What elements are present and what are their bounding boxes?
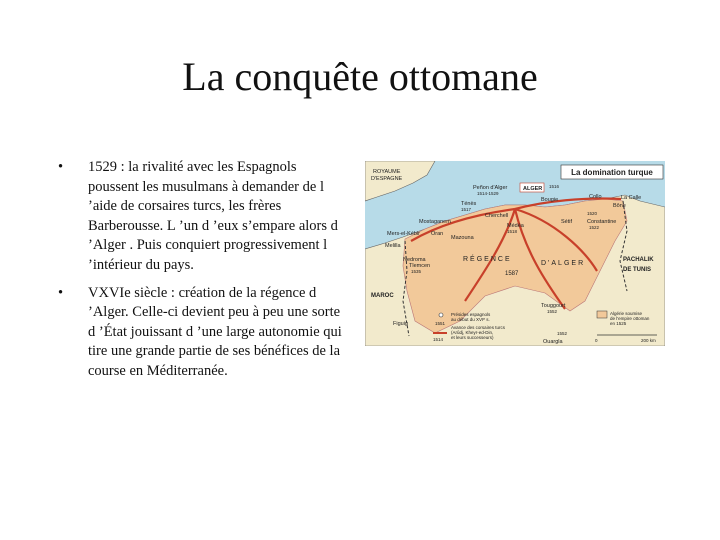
bullet-marker: • — [58, 284, 64, 301]
ottoman-domination-map — [365, 161, 665, 346]
label-figuig: Figuig — [393, 321, 408, 327]
slide-title: La conquête ottomane — [182, 54, 538, 99]
legend-algerie-3: en 1525 — [610, 321, 627, 326]
label-y1517: 1517 — [461, 207, 472, 212]
label-y1535: 1535 — [411, 269, 422, 274]
label-touggourt: Touggourt — [541, 303, 566, 309]
legend-avance-3: et leurs successeurs) — [451, 335, 494, 340]
legend-y1551: 1551 — [435, 321, 446, 326]
label-maroc: MAROC — [371, 293, 394, 299]
legend-presides: Présides espagnols — [451, 312, 491, 317]
label-mers: Mers-el-Kébir — [387, 231, 421, 237]
label-alger: ALGER — [523, 186, 543, 192]
label-setif: Sétif — [561, 219, 573, 225]
legend-presides-2: au début du XVIᵉ s. — [451, 317, 490, 322]
label-constantine: Constantine — [587, 219, 617, 225]
label-mazouna: Mazouna — [451, 235, 474, 241]
bullet-text: VXVIe siècle : création de la régence d ’Alger. Celle-ci devient peu à peu une sorte d ’État jouissant d ’une large autonomie qui tire une grande partie de ses bénéfices de la course en Méditerranée. — [88, 284, 342, 379]
label-detunis: DE TUNIS — [623, 267, 652, 273]
label-y1522: 1522 — [589, 225, 600, 230]
bullet-marker: • — [58, 159, 64, 175]
label-cherchell: Cherchell — [485, 213, 509, 219]
label-mostaganem: Mostaganem — [419, 219, 451, 225]
label-regence: RÉGENCE — [463, 256, 512, 263]
legend-algerie-2: de l'empire ottoman — [610, 316, 650, 321]
label-nedroma: Nedroma — [403, 257, 426, 263]
legend-preside-symbol — [439, 313, 443, 317]
label-year-1587: 1587 — [505, 271, 519, 277]
label-y1552: 1552 — [547, 309, 558, 314]
label-pachalik: PACHALIK — [623, 257, 654, 263]
label-collo: Collo — [589, 194, 602, 200]
scale-label-0: 0 — [595, 338, 598, 343]
label-medea: Médéa — [507, 223, 524, 229]
label-tlemcen: Tlemcen — [409, 263, 431, 269]
bullet-item — [58, 284, 348, 382]
label-penon-years: 1514-1529 — [477, 191, 499, 196]
scale-label-200: 200 km — [641, 338, 656, 343]
legend-algerie-swatch — [597, 311, 607, 318]
label-y1552b: 1552 — [557, 331, 568, 336]
label-bougie: Bougie — [541, 197, 559, 203]
label-bone: Bône — [613, 203, 626, 209]
legend-algerie: Algérie soumise — [610, 311, 643, 316]
label-lacalle: La Calle — [621, 195, 642, 201]
label-y1516: 1516 — [549, 184, 560, 189]
bullet-item — [58, 158, 348, 276]
legend-y1514: 1514 — [433, 337, 444, 342]
legend-avance-2: (Arûdj, Kheyr-ed-Din, — [451, 330, 494, 335]
label-penon: Peñon d'Alger — [473, 185, 508, 191]
label-espagne: D'ESPAGNE — [371, 176, 403, 182]
bullet-list — [58, 158, 348, 390]
label-oran: Oran — [431, 231, 444, 237]
map-title: La domination turque — [571, 168, 653, 177]
label-royaume: ROYAUME — [373, 169, 401, 175]
label-dalger: D'ALGER — [541, 260, 586, 267]
bullet-text: 1529 : la rivalité avec les Espagnols poussent les musulmans à demander de l ’aide de corsaires turcs, les frères Barberousse. L ’un d ’eux s’empare alors d ’Alger . Puis conquiert progressivement l ’intérieur du pays. — [88, 159, 338, 273]
label-melilla: Melilla — [385, 243, 401, 249]
legend-avance: Avance des corsaires turcs — [451, 325, 505, 330]
label-tenes: Ténès — [461, 201, 477, 207]
label-y1518: 1518 — [507, 229, 518, 234]
label-y1520: 1520 — [587, 211, 598, 216]
label-ouargla: Ouargla — [543, 339, 563, 345]
